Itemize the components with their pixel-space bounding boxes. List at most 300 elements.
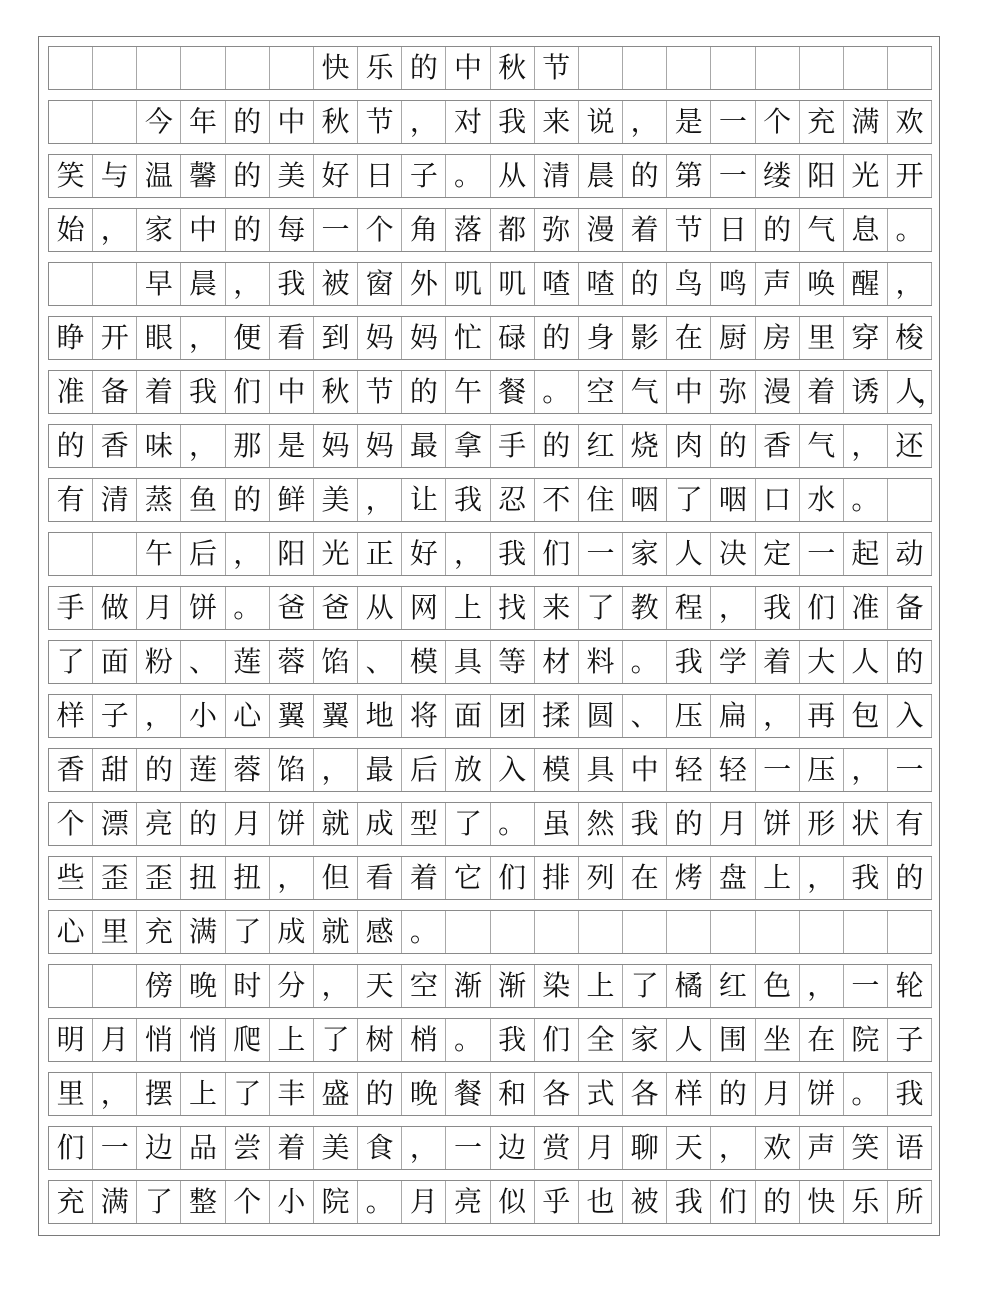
- grid-cell: 上: [756, 857, 800, 899]
- grid-cell: 。: [402, 911, 446, 953]
- grid-cell: 手: [491, 425, 535, 467]
- grid-cell: 外: [402, 263, 446, 305]
- grid-cell: 从: [358, 587, 402, 629]
- grid-cell: 最: [358, 749, 402, 791]
- grid-cell: 月: [579, 1127, 623, 1169]
- grid-cell: ，: [844, 425, 888, 467]
- grid-cell: 美: [270, 155, 314, 197]
- grid-cell: 穿: [844, 317, 888, 359]
- grid-cell: 气: [800, 209, 844, 251]
- grid-cell: 的: [535, 317, 579, 359]
- grid-cell: 快: [314, 47, 358, 89]
- grid-cell: 们: [711, 1181, 755, 1223]
- grid-cell: 家: [137, 209, 181, 251]
- grid-cell: 。: [623, 641, 667, 683]
- grid-cell: 拿: [446, 425, 490, 467]
- grid-cell: 碌: [491, 317, 535, 359]
- grid-cell: 笑: [844, 1127, 888, 1169]
- grid-cell: 红: [579, 425, 623, 467]
- grid-cell: 的: [756, 209, 800, 251]
- grid-cell: 鱼: [181, 479, 225, 521]
- grid-cell: [844, 47, 888, 89]
- grid-cell: 气: [623, 371, 667, 413]
- grid-cell: 开: [93, 317, 137, 359]
- grid-cell: 我: [623, 803, 667, 845]
- grid-cell: 然: [579, 803, 623, 845]
- grid-cell: 样: [667, 1073, 711, 1115]
- grid-cell: 落: [446, 209, 490, 251]
- grid-cell: 、: [181, 641, 225, 683]
- grid-cell: 歪: [93, 857, 137, 899]
- grid-cell: 的: [623, 263, 667, 305]
- grid-cell: 好: [314, 155, 358, 197]
- grid-cell: 饼: [270, 803, 314, 845]
- grid-cell: 们: [535, 533, 579, 575]
- grid-cell: 的: [711, 1073, 755, 1115]
- grid-cell: ，: [800, 965, 844, 1007]
- grid-cell: 品: [181, 1127, 225, 1169]
- grid-cell: 天: [667, 1127, 711, 1169]
- grid-cell: 教: [623, 587, 667, 629]
- grid-cell: 还: [888, 425, 932, 467]
- grid-cell: 具: [579, 749, 623, 791]
- grid-cell: [93, 47, 137, 89]
- grid-cell: [711, 911, 755, 953]
- grid-cell: [623, 911, 667, 953]
- grid-cell: 满: [93, 1181, 137, 1223]
- grid-cell: 子: [888, 1019, 932, 1061]
- grid-cell: [226, 47, 270, 89]
- grid-cell: 的: [49, 425, 93, 467]
- text-row: [48, 478, 932, 522]
- grid-cell: 月: [137, 587, 181, 629]
- grid-cell: [667, 911, 711, 953]
- grid-cell: 始: [49, 209, 93, 251]
- grid-cell: 中: [446, 47, 490, 89]
- grid-cell: [49, 263, 93, 305]
- grid-cell: 馅: [314, 641, 358, 683]
- grid-cell: 聊: [623, 1127, 667, 1169]
- grid-cell: 时: [226, 965, 270, 1007]
- grid-cell: 。: [491, 803, 535, 845]
- grid-cell: ，: [93, 1073, 137, 1115]
- grid-cell: 乐: [844, 1181, 888, 1223]
- grid-cell: 翼: [270, 695, 314, 737]
- grid-cell: 气: [800, 425, 844, 467]
- grid-cell: 成: [358, 803, 402, 845]
- grid-cell: 在: [623, 857, 667, 899]
- grid-cell: 唤: [800, 263, 844, 305]
- grid-cell: 人 ，: [888, 371, 932, 413]
- grid-cell: 。: [844, 1073, 888, 1115]
- grid-cell: 看: [270, 317, 314, 359]
- grid-cell: [93, 101, 137, 143]
- grid-cell: 感: [358, 911, 402, 953]
- grid-cell: 房: [756, 317, 800, 359]
- grid-cell: 动: [888, 533, 932, 575]
- grid-cell: 整: [181, 1181, 225, 1223]
- grid-cell: 的: [402, 47, 446, 89]
- grid-cell: 晨: [579, 155, 623, 197]
- grid-cell: 和: [491, 1073, 535, 1115]
- grid-cell: 入: [491, 749, 535, 791]
- text-row: [48, 100, 932, 144]
- grid-cell: 院: [844, 1019, 888, 1061]
- grid-cell: 让: [402, 479, 446, 521]
- grid-cell: [49, 965, 93, 1007]
- grid-cell: 弥: [711, 371, 755, 413]
- grid-cell: 饼: [181, 587, 225, 629]
- grid-cell: 了: [226, 911, 270, 953]
- grid-cell: 型: [402, 803, 446, 845]
- grid-cell: 手: [49, 587, 93, 629]
- grid-cell: ，: [358, 479, 402, 521]
- grid-cell: 影: [623, 317, 667, 359]
- grid-cell: 秋: [491, 47, 535, 89]
- grid-cell: 放: [446, 749, 490, 791]
- grid-cell: 明: [49, 1019, 93, 1061]
- grid-cell: 上: [270, 1019, 314, 1061]
- grid-cell: 叽: [491, 263, 535, 305]
- grid-cell: 美: [314, 479, 358, 521]
- grid-cell: 轮: [888, 965, 932, 1007]
- grid-cell: 。: [358, 1181, 402, 1223]
- grid-cell: 做: [93, 587, 137, 629]
- grid-cell: [667, 47, 711, 89]
- grid-cell: 莲: [226, 641, 270, 683]
- grid-cell: 满: [844, 101, 888, 143]
- grid-cell: 开: [888, 155, 932, 197]
- grid-cell: 里: [49, 1073, 93, 1115]
- grid-cell: 口: [756, 479, 800, 521]
- grid-cell: 不: [535, 479, 579, 521]
- overflow-punctuation: ，: [917, 376, 946, 409]
- grid-cell: 扁: [711, 695, 755, 737]
- grid-cell: 将: [402, 695, 446, 737]
- grid-cell: ，: [623, 101, 667, 143]
- grid-cell: 人: [844, 641, 888, 683]
- grid-cell: 月: [226, 803, 270, 845]
- grid-cell: 人: [667, 1019, 711, 1061]
- grid-cell: 的: [667, 803, 711, 845]
- grid-cell: 网: [402, 587, 446, 629]
- grid-cell: 个: [226, 1181, 270, 1223]
- text-row: [48, 694, 932, 738]
- grid-cell: 大: [800, 641, 844, 683]
- grid-cell: ，: [314, 749, 358, 791]
- grid-cell: 最: [402, 425, 446, 467]
- grid-cell: 盛: [314, 1073, 358, 1115]
- grid-cell: 烤: [667, 857, 711, 899]
- grid-cell: 但: [314, 857, 358, 899]
- grid-cell: 蓉: [270, 641, 314, 683]
- grid-cell: 上: [181, 1073, 225, 1115]
- text-row: [48, 856, 932, 900]
- grid-cell: 饼: [800, 1073, 844, 1115]
- grid-cell: 模: [402, 641, 446, 683]
- grid-cell: 鸣: [711, 263, 755, 305]
- grid-cell: 们: [226, 371, 270, 413]
- grid-cell: 渐: [446, 965, 490, 1007]
- grid-cell: ，: [711, 1127, 755, 1169]
- grid-cell: 程: [667, 587, 711, 629]
- grid-cell: 有: [888, 803, 932, 845]
- grid-cell: 找: [491, 587, 535, 629]
- grid-cell: 角: [402, 209, 446, 251]
- grid-cell: 息: [844, 209, 888, 251]
- grid-cell: 每: [270, 209, 314, 251]
- grid-cell: 我: [491, 101, 535, 143]
- grid-cell: 缕: [756, 155, 800, 197]
- grid-cell: 我: [844, 857, 888, 899]
- grid-cell: 妈: [314, 425, 358, 467]
- grid-cell: 漂: [93, 803, 137, 845]
- title-row: [48, 46, 932, 90]
- grid-cell: 色: [756, 965, 800, 1007]
- grid-cell: 一: [314, 209, 358, 251]
- grid-cell: 的: [226, 479, 270, 521]
- grid-cell: 早: [137, 263, 181, 305]
- grid-cell: 爸: [314, 587, 358, 629]
- grid-cell: 节: [358, 371, 402, 413]
- grid-cell: 的: [226, 101, 270, 143]
- grid-cell: 了: [49, 641, 93, 683]
- grid-cell: 虽: [535, 803, 579, 845]
- grid-cell: 也: [579, 1181, 623, 1223]
- grid-cell: 节: [667, 209, 711, 251]
- grid-cell: 的: [888, 857, 932, 899]
- grid-cell: 午: [137, 533, 181, 575]
- grid-cell: 的: [358, 1073, 402, 1115]
- text-row: [48, 802, 932, 846]
- grid-cell: 围: [711, 1019, 755, 1061]
- grid-cell: 小: [270, 1181, 314, 1223]
- grid-cell: 样: [49, 695, 93, 737]
- grid-cell: 子: [93, 695, 137, 737]
- grid-cell: 被: [314, 263, 358, 305]
- grid-cell: 扭: [226, 857, 270, 899]
- grid-cell: 清: [535, 155, 579, 197]
- grid-cell: ，: [800, 857, 844, 899]
- grid-cell: [756, 911, 800, 953]
- text-row: [48, 532, 932, 576]
- grid-cell: [888, 479, 932, 521]
- grid-cell: 那: [226, 425, 270, 467]
- grid-cell: [888, 911, 932, 953]
- grid-cell: 个: [358, 209, 402, 251]
- grid-cell: 。: [535, 371, 579, 413]
- text-row: [48, 424, 932, 468]
- grid-cell: 。: [446, 155, 490, 197]
- grid-cell: 忍: [491, 479, 535, 521]
- grid-cell: 我: [491, 1019, 535, 1061]
- grid-cell: 上: [446, 587, 490, 629]
- text-row: [48, 154, 932, 198]
- text-row: [48, 1072, 932, 1116]
- grid-cell: 日: [358, 155, 402, 197]
- grid-cell: 轻: [667, 749, 711, 791]
- grid-cell: 家: [623, 533, 667, 575]
- grid-cell: 月: [711, 803, 755, 845]
- grid-cell: 了: [623, 965, 667, 1007]
- grid-cell: [137, 47, 181, 89]
- grid-cell: 们: [491, 857, 535, 899]
- grid-cell: [535, 911, 579, 953]
- grid-cell: 秋: [314, 101, 358, 143]
- grid-cell: 成: [270, 911, 314, 953]
- grid-cell: 个: [49, 803, 93, 845]
- grid-cell: [270, 47, 314, 89]
- grid-cell: 。: [888, 209, 932, 251]
- text-row: [48, 316, 932, 360]
- grid-cell: 我: [270, 263, 314, 305]
- grid-cell: 从: [491, 155, 535, 197]
- grid-cell: 说: [579, 101, 623, 143]
- grid-cell: 的: [226, 155, 270, 197]
- grid-cell: 排: [535, 857, 579, 899]
- grid-cell: 我: [667, 641, 711, 683]
- text-row: [48, 1126, 932, 1170]
- text-row: [48, 1018, 932, 1062]
- grid-cell: 蓉: [226, 749, 270, 791]
- grid-cell: ，: [270, 857, 314, 899]
- grid-cell: 尝: [226, 1127, 270, 1169]
- grid-cell: [579, 911, 623, 953]
- grid-cell: 里: [800, 317, 844, 359]
- grid-cell: 面: [93, 641, 137, 683]
- grid-cell: [181, 47, 225, 89]
- grid-cell: 甜: [93, 749, 137, 791]
- grid-cell: 喳: [535, 263, 579, 305]
- grid-cell: 到: [314, 317, 358, 359]
- grid-cell: 年: [181, 101, 225, 143]
- grid-cell: 光: [314, 533, 358, 575]
- grid-cell: 咽: [623, 479, 667, 521]
- grid-cell: 鲜: [270, 479, 314, 521]
- grid-cell: 我: [667, 1181, 711, 1223]
- grid-cell: 看: [358, 857, 402, 899]
- grid-cell: 树: [358, 1019, 402, 1061]
- grid-cell: 团: [491, 695, 535, 737]
- grid-cell: 丰: [270, 1073, 314, 1115]
- grid-cell: 在: [667, 317, 711, 359]
- grid-cell: 。: [226, 587, 270, 629]
- grid-cell: 似: [491, 1181, 535, 1223]
- grid-cell: 人: [667, 533, 711, 575]
- grid-cell: 就: [314, 803, 358, 845]
- grid-cell: 是: [667, 101, 711, 143]
- grid-cell: 准: [844, 587, 888, 629]
- grid-cell: 节: [358, 101, 402, 143]
- grid-cell: [711, 47, 755, 89]
- grid-cell: 状: [844, 803, 888, 845]
- grid-cell: 粉: [137, 641, 181, 683]
- grid-cell: ，: [226, 533, 270, 575]
- grid-cell: 快: [800, 1181, 844, 1223]
- grid-cell: ，: [137, 695, 181, 737]
- grid-cell: 子: [402, 155, 446, 197]
- grid-cell: ，: [446, 533, 490, 575]
- grid-cell: 漫: [579, 209, 623, 251]
- grid-cell: 来: [535, 101, 579, 143]
- grid-cell: 悄: [137, 1019, 181, 1061]
- grid-cell: 晨: [181, 263, 225, 305]
- grid-cell: 了: [226, 1073, 270, 1115]
- grid-cell: 翼: [314, 695, 358, 737]
- grid-cell: 、: [358, 641, 402, 683]
- grid-cell: 蒸: [137, 479, 181, 521]
- grid-cell: 。: [844, 479, 888, 521]
- grid-cell: [800, 911, 844, 953]
- grid-cell: ，: [181, 317, 225, 359]
- grid-cell: 餐: [491, 371, 535, 413]
- grid-cell: 我: [491, 533, 535, 575]
- grid-cell: 一: [844, 965, 888, 1007]
- grid-cell: 入: [888, 695, 932, 737]
- grid-cell: 地: [358, 695, 402, 737]
- grid-cell: 所: [888, 1181, 932, 1223]
- grid-cell: 美: [314, 1127, 358, 1169]
- grid-cell: [844, 911, 888, 953]
- grid-cell: [446, 911, 490, 953]
- grid-cell: 声: [800, 1127, 844, 1169]
- grid-cell: 全: [579, 1019, 623, 1061]
- grid-cell: 一: [711, 101, 755, 143]
- grid-cell: 了: [667, 479, 711, 521]
- grid-cell: 晚: [181, 965, 225, 1007]
- grid-cell: 决: [711, 533, 755, 575]
- grid-cell: 圆: [579, 695, 623, 737]
- grid-cell: 盘: [711, 857, 755, 899]
- grid-cell: 正: [358, 533, 402, 575]
- grid-cell: 餐: [446, 1073, 490, 1115]
- grid-cell: 的: [711, 425, 755, 467]
- grid-cell: 染: [535, 965, 579, 1007]
- grid-cell: 面: [446, 695, 490, 737]
- grid-cell: 莲: [181, 749, 225, 791]
- grid-cell: 梢: [402, 1019, 446, 1061]
- grid-cell: 阳: [800, 155, 844, 197]
- grid-cell: 月: [756, 1073, 800, 1115]
- grid-cell: 日: [711, 209, 755, 251]
- grid-cell: 一: [93, 1127, 137, 1169]
- grid-cell: 起: [844, 533, 888, 575]
- grid-cell: 模: [535, 749, 579, 791]
- grid-cell: 充: [137, 911, 181, 953]
- grid-cell: 弥: [535, 209, 579, 251]
- grid-cell: 了: [137, 1181, 181, 1223]
- grid-cell: 满: [181, 911, 225, 953]
- grid-cell: 着: [623, 209, 667, 251]
- grid-cell: 的: [226, 209, 270, 251]
- grid-cell: 院: [314, 1181, 358, 1223]
- grid-cell: 学: [711, 641, 755, 683]
- grid-cell: ，: [226, 263, 270, 305]
- grid-cell: 充: [49, 1181, 93, 1223]
- grid-cell: ，: [93, 209, 137, 251]
- grid-cell: ，: [711, 587, 755, 629]
- grid-cell: ，: [181, 425, 225, 467]
- grid-cell: 充: [800, 101, 844, 143]
- grid-cell: 着: [270, 1127, 314, 1169]
- text-row: [48, 262, 932, 306]
- grid-cell: 月: [402, 1181, 446, 1223]
- grid-cell: 与: [93, 155, 137, 197]
- grid-cell: 们: [535, 1019, 579, 1061]
- grid-cell: [93, 263, 137, 305]
- grid-cell: 了: [579, 587, 623, 629]
- grid-cell: [623, 47, 667, 89]
